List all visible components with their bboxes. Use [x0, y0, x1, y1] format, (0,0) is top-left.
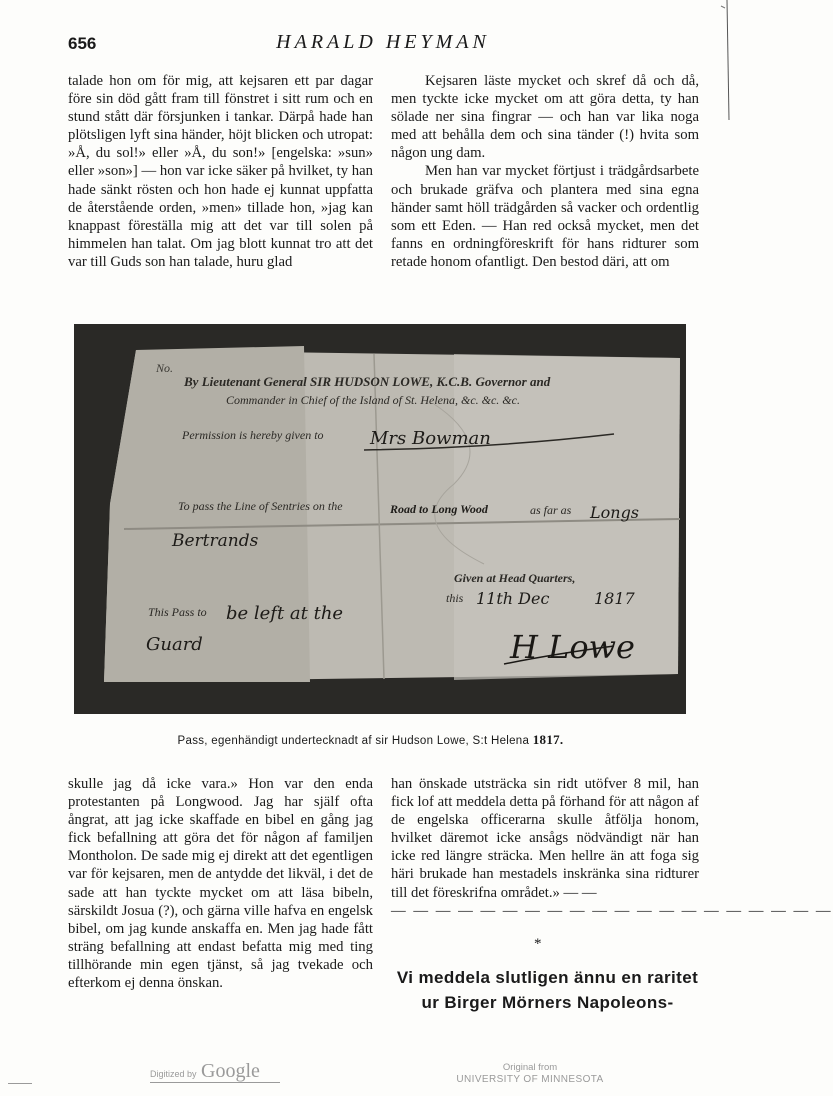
pass-document-photo [74, 324, 686, 714]
doc-date-prefix: this [446, 591, 464, 605]
original-from-label: Original from [502, 1062, 558, 1073]
doc-no-label: No. [156, 361, 174, 375]
doc-guard: Guard [146, 634, 203, 655]
paragraph: talade hon om för mig, att kejsaren ett par dagar före sin död gått fram till fönstret i sitt rum och en stund stått där försjunken i tankar. Därpå hade han plötsligen lyft sina händer, höjt blicken och utropat: »Å, du sol!» eller »Å, du son!» [engelska: »sun» eller »son»] — hon var icke säker på hvilket, ty han hade sänkt rösten och hon hade ej kunnat uppfatta de återstående orden, »men» tillade hon, »jag kan knappast föreställa mig att det var till solen på himmelen han talat. Om jag blott kunnat tro att det var till Guds son han talade, huru glad [68, 73, 373, 270]
doc-date-year: 1817 [594, 589, 635, 608]
section-asterisk: * [534, 936, 542, 952]
figure-caption [0, 732, 741, 748]
text-column-bottom-right [391, 775, 833, 920]
paragraph: han önskade utsträcka sin ridt utöfver 8 mil, han fick lof att meddela detta på förhand för att någon af de engelska officerarna skulle åtfölja honom, hvilket däremot icke ansågs nödvändigt när han icke red längre sträcka. Men hellre än att foga sig häri brukade han mestadels inskränka sina ridturer till det föreskrifna området.» — — [391, 776, 699, 901]
text-column-bottom-left [68, 775, 373, 992]
doc-permission-prefix: Permission is hereby given to [182, 428, 324, 442]
margin-scan-mark [715, 0, 735, 120]
doc-permission-name: Mrs Bowman [370, 428, 491, 449]
dash-line: — — — — — — — — — — — — — — — — — — — — [391, 902, 833, 919]
doc-by-line: By Lieutenant General SIR HUDSON LOWE, K.C.B. Governor and [184, 374, 551, 389]
doc-signature: H Lowe [510, 628, 635, 666]
text-column-top-right [391, 72, 699, 271]
page-number: 656 [68, 34, 97, 53]
footer-digitized [150, 1060, 260, 1083]
doc-commander-line: Commander in Chief of the Island of St. Helena, &c. &c. &c. [226, 393, 520, 407]
digitized-by-label: Digitized by [150, 1069, 197, 1079]
margin-scan-mark [8, 1083, 32, 1084]
doc-date-value: 11th Dec [476, 589, 550, 608]
doc-this-pass-prefix: This Pass to [148, 605, 207, 619]
paragraph: Kejsaren läste mycket och skref då och då, men tyckte icke mycket om att göra detta, ty han sölade ner sina fingrar — och han var lika noga med att behålla dem och sina tänder (!) hvita som någon ung dam. [391, 73, 699, 162]
announcement-heading: Vi meddela slutligen ännu en raritet ur Birger Mörners Napoleons- [396, 968, 699, 1012]
doc-pass-place: Longs [590, 503, 640, 522]
footer-divider [150, 1082, 280, 1083]
text-column-top-left [68, 72, 373, 271]
google-logo: Google [201, 1060, 260, 1082]
running-head: HARALD HEYMAN [276, 31, 490, 53]
doc-place-line2: Bertrands [172, 531, 259, 551]
doc-pass-road: Road to Long Wood [390, 502, 488, 516]
paragraph: Men han var mycket förtjust i trädgårdsarbete och brukade gräfva och plantera med sina egna händer samt höll trädgården så vacker och ordentlig som ett Eden. — Han red också mycket, men det fanns en ordningföreskrift för hans ridturer som retade honom ofantligt. Den bestod däri, att om [391, 163, 699, 270]
doc-this-pass-hand: be left at the [226, 603, 344, 624]
university-label: UNIVERSITY OF MINNESOTA [456, 1074, 604, 1085]
doc-pass-far: as far as [530, 503, 572, 517]
paragraph: skulle jag då icke vara.» Hon var den enda protestanten på Longwood. Jag har själf ofta ångrat, att jag icke skaffade en bibel en gång jag fick befallning att göra det för någon af familjen Montholon. De sade mig ej direkt att det egentligen var för kejsaren, men de antydde det likväl, i det de sade att han tyckte mycket om att läsa bibeln, särskildt Josua (?), och gärna ville hafva en engelsk bibel, om jag kunde anskaffa en. Men jag hade fått sträng befallning att endast befatta mig med ting tillhörande min egen tjänst, så jag tvekade och efterkom ej denna önskan. [68, 776, 373, 992]
doc-pass-prefix: To pass the Line of Sentries on the [178, 499, 343, 513]
caption-text: Pass, egenhändigt undertecknadt af sir Hudson Lowe, S:t Helena [177, 735, 530, 747]
caption-year: 1817. [532, 732, 564, 747]
signature-image [504, 628, 635, 666]
page-header [68, 31, 698, 60]
doc-given-label: Given at Head Quarters, [454, 571, 576, 585]
footer-original [430, 1062, 630, 1086]
